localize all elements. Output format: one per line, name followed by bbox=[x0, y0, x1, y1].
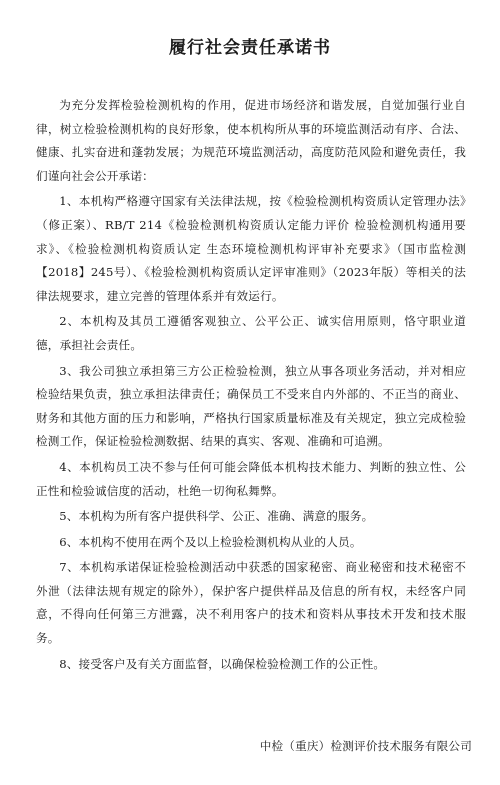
document-title: 履行社会责任承诺书 bbox=[169, 38, 331, 58]
commitment-item-8: 8、接受客户及有关方面监督，以确保检验检测工作的公正性。 bbox=[59, 656, 386, 671]
commitment-item-2: 2、本机构及其员工遵循客观独立、公平公正、诚实信用原则，恪守职业道德，承担社会责任。 bbox=[36, 314, 466, 352]
commitment-item-4: 4、本机构员工决不参与任何可能会降低本机构技术能力、判断的独立性、公正性和检验诚信度的活动，杜绝一切徇私舞弊。 bbox=[36, 459, 466, 498]
commitment-item-5: 5、本机构为所有客户提供科学、公正、准确、满意的服务。 bbox=[59, 509, 374, 524]
commitment-item-3: 3、我公司独立承担第三方公正检验检测，独立从事各项业务活动，并对相应检验结果负责，独立承担法律责任；确保员工不受来自内外部的、不正当的商业、财务和其他方面的压力和影响，严格执行国家质量标准及有关规定，独立完成检验检测工作，保证检验检测数据、结果的真实、客观、准确和可追溯。 bbox=[36, 363, 466, 449]
company-signature: 中检（重庆）检测评价技术服务有限公司 bbox=[259, 739, 472, 753]
commitment-item-7: 7、本机构承诺保证检验检测活动中获悉的国家秘密、商业秘密和技术秘密不外泄（法律法规有规定的除外），保护客户提供样品及信息的所有权，未经客户同意，不得向任何第三方泄露，决不利用客户的技术和资料从事技术开发和技术服务。 bbox=[36, 560, 466, 646]
commitment-item-6: 6、本机构不使用在两个及以上检验检测机构从业的人员。 bbox=[59, 534, 362, 549]
commitment-item-1: 1、本机构严格遵守国家有关法律法规，按《检验检测机构资质认定管理办法》（修正案）、RB/T 214《检验检测机构资质认定能力评价 检验检测机构通用要求》、《检验检测机构资质认定 生态环境检测机构评审补充要求》（国市监检测【2018】245号）、《检验检测机构资质认定评审准则》（2023年版）等相关的法律法规要求，建立完善的管理体系并有效运行。 bbox=[36, 194, 466, 303]
intro-paragraph: 为充分发挥检验检测机构的作用，促进市场经济和谐发展，自觉加强行业自律，树立检验检测机构的良好形象，使本机构所从事的环境监测活动有序、合法、健康、扎实奋进和蓬勃发展；为规范环境监测活动，高度防范风险和避免责任，我们谨向社会公开承诺： bbox=[36, 98, 466, 183]
document-body bbox=[36, 94, 466, 678]
